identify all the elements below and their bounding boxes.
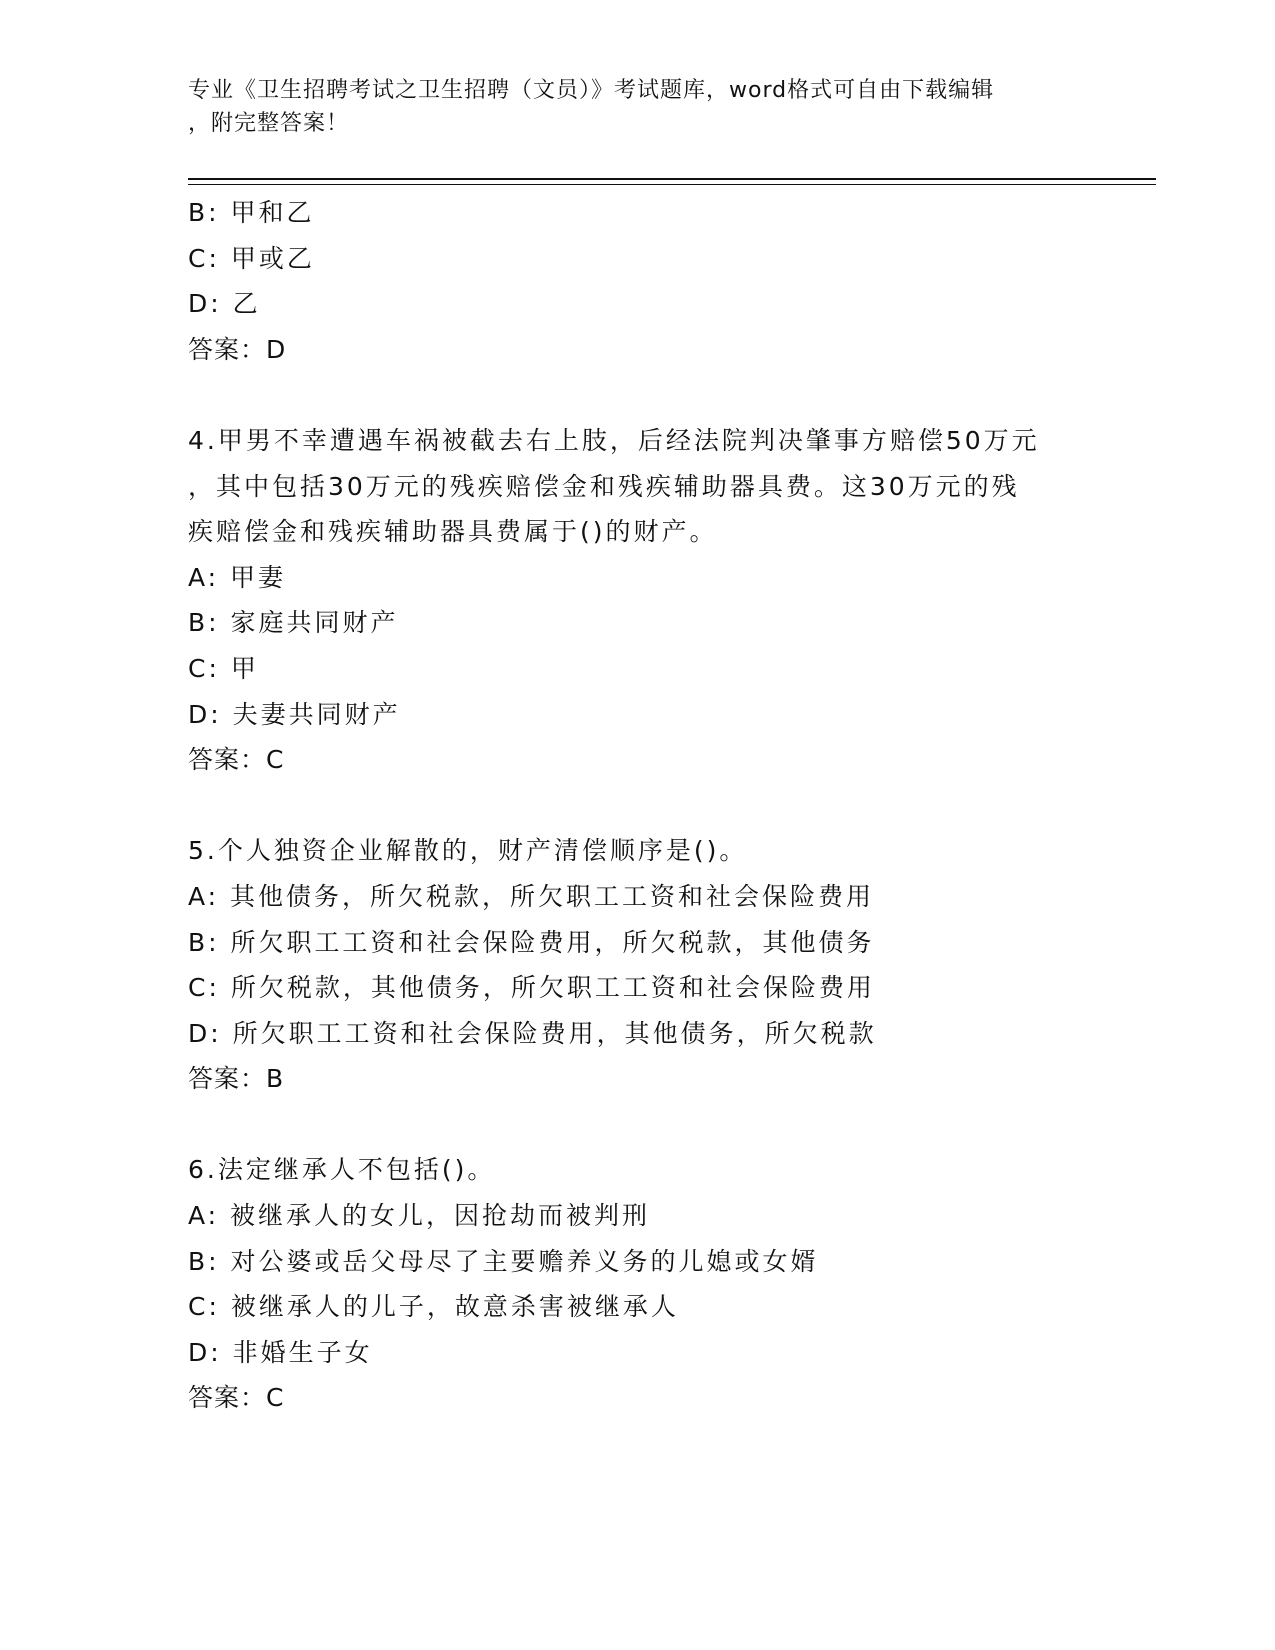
question-stem-line: 4.甲男不幸遭遇车祸被截去右上肢，后经法院判决肇事方赔偿50万元: [188, 425, 1040, 455]
option-d: D: 所欠职工工资和社会保险费用，其他债务，所欠税款: [188, 1018, 877, 1048]
option-c: C: 甲: [188, 653, 259, 683]
header-title-line-2: ，附完整答案！: [188, 111, 350, 136]
question-stem-line: 疾赔偿金和残疾辅助器具费属于()的财产。: [188, 517, 718, 547]
question-stem-line: 5.个人独资企业解散的，财产清偿顺序是()。: [188, 836, 748, 866]
answer: 答案：C: [188, 1383, 285, 1413]
option-b: B: 家庭共同财产: [188, 608, 399, 638]
header-rule-thin: [188, 184, 1156, 185]
option-b: B: 甲和乙: [188, 198, 315, 227]
option-a: A: 其他债务，所欠税款，所欠职工工资和社会保险费用: [188, 881, 875, 911]
question-5: [188, 828, 1088, 1102]
option-a: A: 甲妻: [188, 562, 287, 592]
option-b: B: 所欠职工工资和社会保险费用，所欠税款，其他债务: [188, 927, 875, 957]
option-c: C: 所欠税款，其他债务，所欠职工工资和社会保险费用: [188, 973, 875, 1003]
question-stem-line: ，其中包括30万元的残疾赔偿金和残疾辅助器具费。这30万元的残: [188, 471, 1020, 501]
question-6: [188, 1147, 1088, 1421]
option-c: C: 甲或乙: [188, 243, 315, 273]
document-header: [188, 74, 1088, 140]
question-4: [188, 418, 1088, 783]
answer: 答案：D: [188, 334, 287, 364]
option-b: B: 对公婆或岳父母尽了主要赡养义务的儿媳或女婿: [188, 1246, 819, 1276]
question-list: [188, 190, 1088, 1467]
option-d: D: 夫妻共同财产: [188, 699, 401, 729]
option-d: D: 非婚生子女: [188, 1337, 373, 1367]
option-d: D: 乙: [188, 289, 261, 319]
header-rule-thick: [188, 178, 1156, 180]
question-stem-line: 6.法定继承人不包括()。: [188, 1155, 496, 1185]
answer: 答案：C: [188, 745, 285, 775]
option-c: C: 被继承人的儿子，故意杀害被继承人: [188, 1292, 679, 1322]
answer: 答案：B: [188, 1064, 285, 1094]
question-3-partial: [188, 190, 1088, 372]
option-a: A: 被继承人的女儿，因抢劫而被判刑: [188, 1201, 651, 1231]
header-title-line-1: 专业《卫生招聘考试之卫生招聘（文员）》考试题库，word格式可自由下载编辑: [188, 78, 995, 103]
